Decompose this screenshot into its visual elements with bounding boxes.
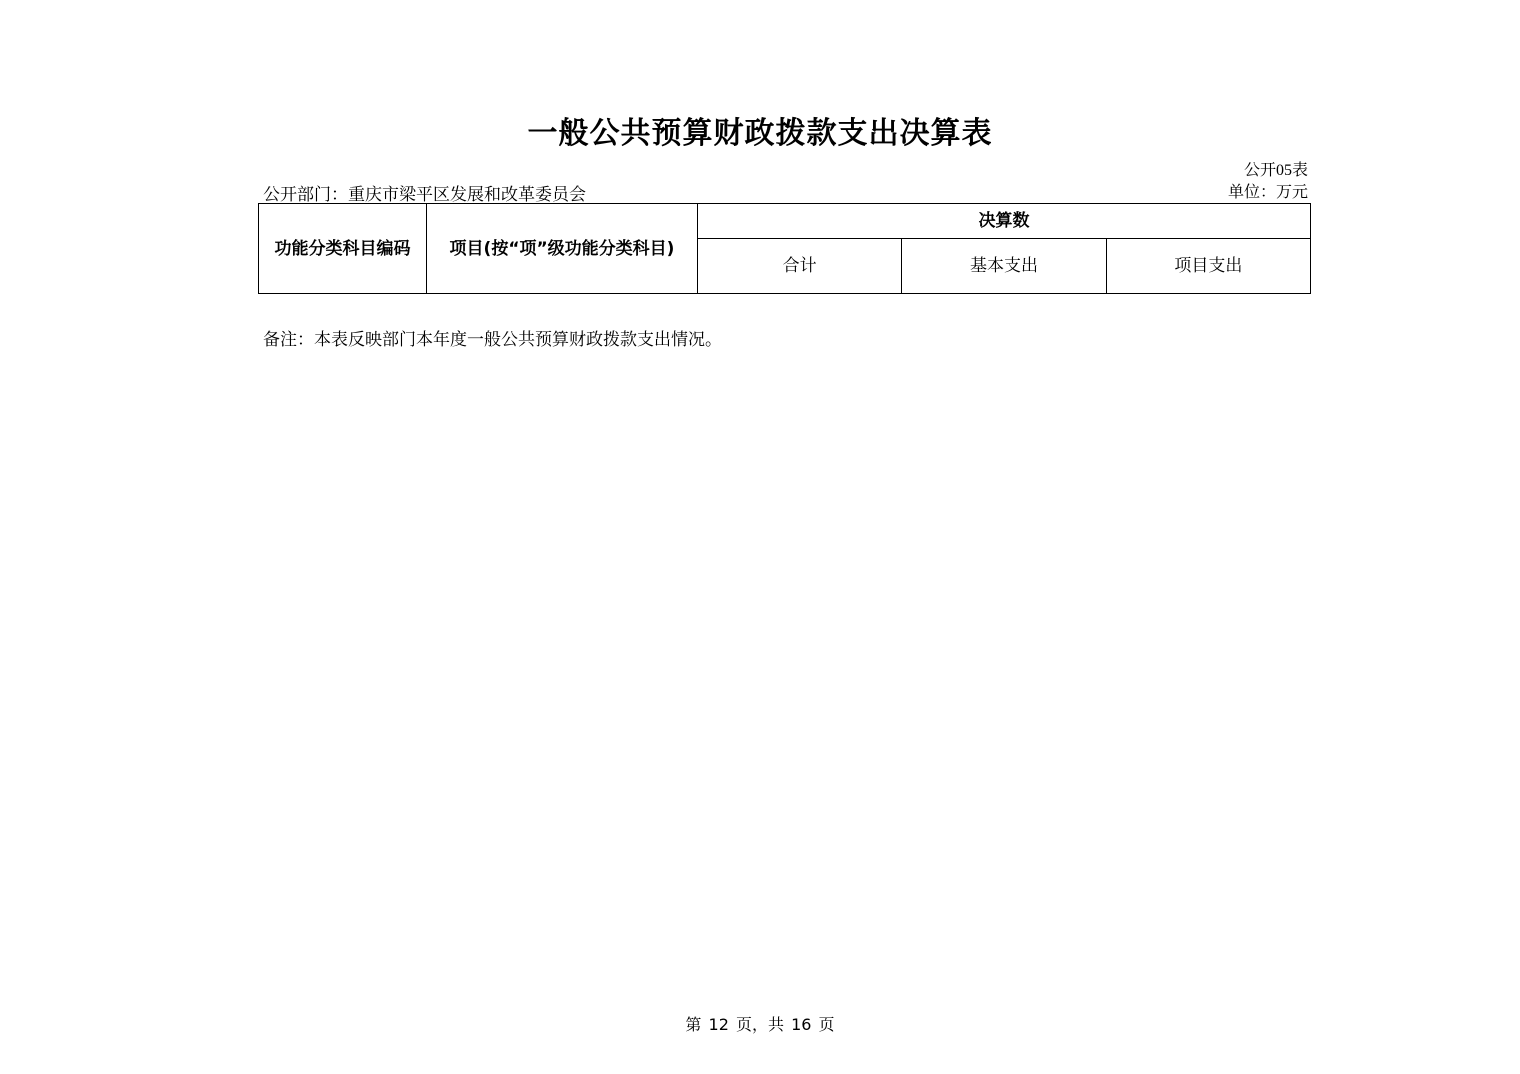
page-footer — [0, 1012, 1520, 1035]
document-meta — [1008, 160, 1308, 204]
table-header-row-1 — [259, 204, 1311, 239]
page-title: 一般公共预算财政拨款支出决算表 — [527, 116, 993, 151]
table-note: 备注：本表反映部门本年度一般公共预算财政拨款支出情况。 — [263, 330, 722, 350]
header-cell-basic-expenditure: 基本支出 — [902, 239, 1106, 294]
header-cell-item: 项目(按“项”级功能分类科目) — [427, 204, 698, 294]
footer-suffix: 页 — [818, 1015, 835, 1034]
department-line: 公开部门：重庆市梁平区发展和改革委员会 — [263, 185, 586, 204]
header-cell-code: 功能分类科目编码 — [259, 204, 427, 294]
footer-middle: 页，共 — [735, 1015, 784, 1034]
table-number: 公开05表 — [1243, 162, 1308, 179]
header-cell-total: 合计 — [698, 239, 902, 294]
budget-table — [258, 203, 1311, 294]
unit-label: 单位：万元 — [1227, 184, 1308, 201]
footer-page-number: 12 — [708, 1015, 729, 1034]
footer-prefix: 第 — [685, 1015, 702, 1034]
header-cell-project-expenditure: 项目支出 — [1106, 239, 1310, 294]
header-cell-final-amount: 决算数 — [698, 204, 1311, 239]
footer-total-pages: 16 — [791, 1015, 812, 1034]
